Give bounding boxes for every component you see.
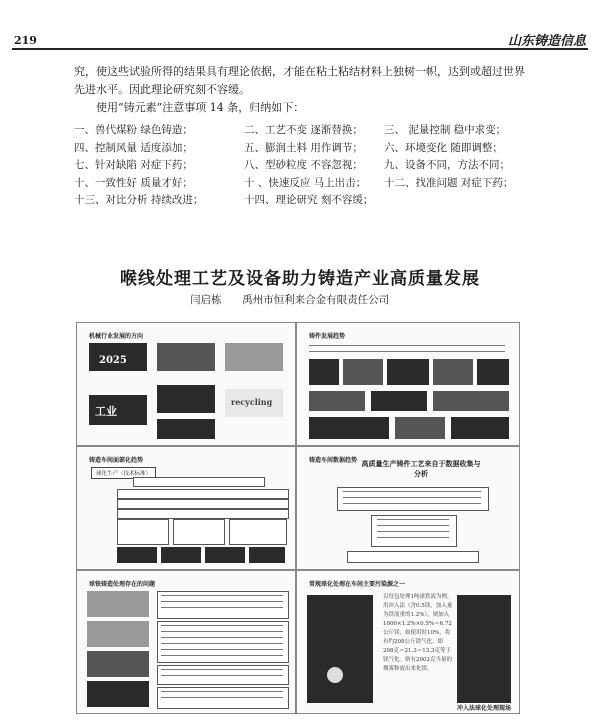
rule-item: 五、膨润土料 用作调节； xyxy=(244,141,363,154)
slide-title: 铸造车间面部化趋势 xyxy=(89,457,144,464)
workshop-photo xyxy=(457,595,511,703)
rule-item: 十、一致性好 质量才好； xyxy=(74,176,193,189)
industry-tag: 工业 xyxy=(95,405,117,418)
text-lines xyxy=(161,625,283,657)
flow-box xyxy=(117,489,289,499)
recycling-tag: recycling xyxy=(231,397,273,407)
flow-box xyxy=(117,519,169,545)
text-lines xyxy=(161,691,283,703)
pollution-paragraph: 以每包处理1吨球铁液为例，用冲入法（含0.5镁，加入量为铁液重的1.2%），则加入1000×1.2%×0.5%＝6.72公斤镁，如使用时10%，将有约208公斤镁气化。即208克＝21.3＝13.3克等于镁气化。则有2002克当量的烟雾释放出来化镁。 xyxy=(383,594,453,672)
equipment-image xyxy=(117,547,157,563)
casting-photo xyxy=(395,417,445,439)
slide-pollution xyxy=(296,570,520,714)
flow-box xyxy=(133,477,265,487)
flash-glow xyxy=(327,667,343,683)
text-lines xyxy=(343,491,481,507)
rules-row xyxy=(74,140,544,158)
rule-item: 十三、对比分析 持续改进； xyxy=(74,194,204,206)
flow-box xyxy=(117,499,289,509)
slide-data-trend xyxy=(296,446,520,570)
flow-box xyxy=(229,519,287,545)
casting-photo xyxy=(451,417,509,439)
rules-row xyxy=(74,157,544,175)
author: 闫启栋 xyxy=(190,294,222,306)
casting-photo xyxy=(309,417,389,439)
rule-item: 二、工艺不变 逐渐替换； xyxy=(244,124,363,136)
rule-item xyxy=(384,192,544,210)
data-box xyxy=(347,551,479,563)
slide-title: 铸造车间数据趋势 xyxy=(309,457,358,464)
slide-title: 机械行业发展的方向 xyxy=(89,333,144,340)
treatment-photo xyxy=(307,595,373,703)
header-rule xyxy=(12,48,588,50)
rules-row xyxy=(74,122,544,140)
microstructure-image xyxy=(87,591,149,617)
byline xyxy=(190,292,389,307)
photo-caption: 冲入法球化处理现场 xyxy=(457,705,512,712)
equipment-image xyxy=(249,547,285,563)
defect-image xyxy=(87,651,149,677)
robot-image xyxy=(157,343,215,371)
flow-box xyxy=(117,509,289,519)
machine-image xyxy=(225,343,283,371)
workshop-image xyxy=(157,419,215,439)
rules-row xyxy=(74,192,544,210)
rule-item: 三、 泥量控制 稳中求变； xyxy=(384,124,507,136)
rule-item: 七、针对缺陷 对症下药； xyxy=(74,159,193,171)
equipment-image xyxy=(205,547,245,563)
casting-photo xyxy=(309,359,339,385)
rule-item: 十 、快速反应 马上出击； xyxy=(244,176,367,189)
slide-title: 球铁铸造处理存在的问题 xyxy=(89,581,156,588)
rule-item: 十四、理论研究 刻不容缓； xyxy=(244,194,374,206)
slide-problems xyxy=(76,570,296,714)
casting-photo xyxy=(309,391,365,411)
slide-casting-trend xyxy=(296,322,520,446)
rule-item: 八、型砂粒度 不容忽视； xyxy=(244,159,363,171)
slide-heading: 高质量生产铸件工艺来自于数据收集与分析 xyxy=(361,459,481,478)
article-title: 喉线处理工艺及设备助力铸造产业高质量发展 xyxy=(120,269,480,289)
intro-line-3: 使用“铸元素”注意事项 14 条，归纳如下： xyxy=(96,101,305,114)
rule-item: 十二、找准问题 对症下药； xyxy=(384,176,514,189)
slide-title: 铸件发展趋势 xyxy=(309,333,346,340)
flow-box xyxy=(173,519,225,545)
rules-row xyxy=(74,175,544,193)
rule-item: 六、环境变化 随即调整； xyxy=(384,141,503,154)
text-lines xyxy=(161,669,283,681)
equipment-image xyxy=(161,547,201,563)
microstructure-image xyxy=(87,621,149,647)
page-number: 219 xyxy=(14,34,37,47)
text-lines xyxy=(161,595,283,613)
standard-label: 球化生产（技术标准） xyxy=(91,467,156,479)
casting-photo xyxy=(477,359,509,385)
casting-photo xyxy=(371,391,427,411)
journal-name: 山东铸造信息 xyxy=(507,34,586,49)
text-lines xyxy=(377,519,449,543)
rule-item: 一、兽代煤粉 绿色铸造； xyxy=(74,124,193,136)
badge-2025: 2025 xyxy=(99,355,127,366)
casting-photo xyxy=(433,359,473,385)
casting-photo xyxy=(387,359,429,385)
slide-workshop-trend xyxy=(76,446,296,570)
rule-item: 四、控制风量 适度添加； xyxy=(74,141,193,154)
rules-list xyxy=(74,122,544,210)
slide-industry-direction xyxy=(76,322,296,446)
slide-title: 常规球化处理在车间主要污染源之一 xyxy=(309,581,406,588)
rule-item: 九、设备不同，方法不同； xyxy=(384,159,510,171)
defect-image xyxy=(87,681,149,707)
text-lines xyxy=(309,345,505,353)
intro-line-1: 究，使这些试验所得的结果具有理论依据，才能在粘土粘结材料上独树一帜，达到或超过世界 xyxy=(74,65,525,78)
casting-photo xyxy=(343,359,383,385)
factory-image xyxy=(157,385,215,413)
casting-photo xyxy=(433,391,509,411)
company: 禹州市恒利来合金有限责任公司 xyxy=(242,294,390,306)
intro-line-2: 先进水平。因此理论研究刻不容缓。 xyxy=(74,83,250,96)
